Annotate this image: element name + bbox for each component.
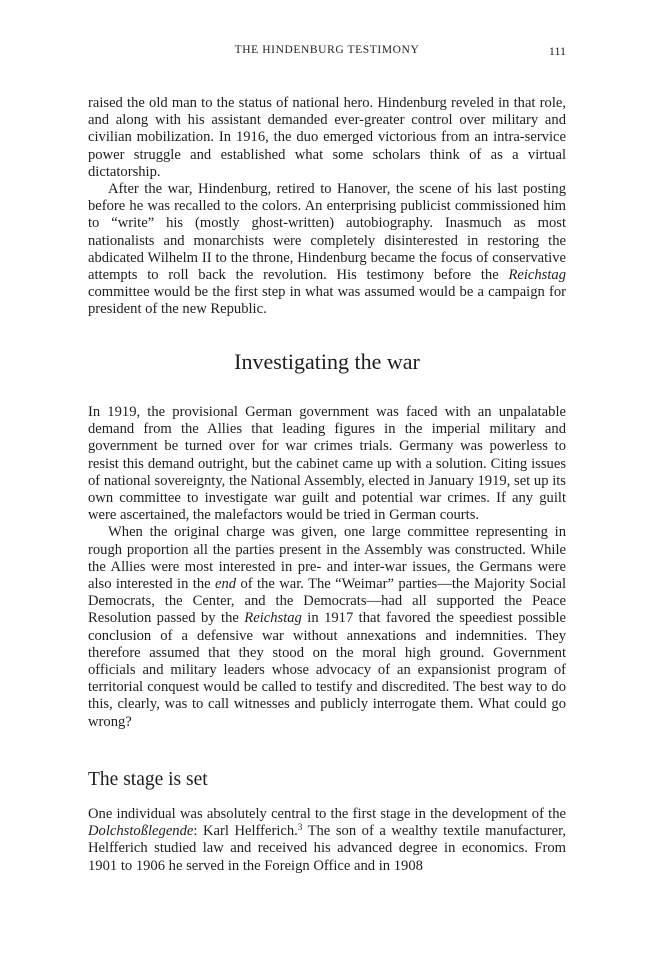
paragraph [88, 181, 566, 319]
page-number: 111 [548, 44, 566, 58]
paragraph [88, 524, 566, 730]
footnote-marker[interactable]: 3 [297, 822, 303, 833]
italic-term: end [215, 576, 237, 593]
text-run: After the war, Hindenburg, retired to Hanover, the scene of his last posting before he was recalled to the colors. An enterprising publicist commissioned him to “write” his (mostly ghost-written) autobiography. Inasmuch as most nationalists and monarchists were completely disinterested in restoring the abdicated Wilhelm II to the throne, Hindenburg became the focus of conservative attempts to roll back the revolution. His testimony before the [88, 181, 566, 284]
italic-term: Reichstag [508, 267, 566, 284]
section-continuation [88, 95, 566, 319]
text-run: : Karl Helfferich. [193, 823, 298, 840]
italic-term: Dolchstoßlegende [88, 823, 194, 840]
paragraph: In 1919, the provisional German government was faced with an unpalatable demand from the Allies that leading figures in the imperial military and government be turned over for war crimes trials. Germany was powerless to resist this demand outright, but the cabinet came up with a solution. Citing issues of national sovereignty, the National Assembly, elected in January 1919, set up its own committee to investigate war guilt and potential war crimes. If any guilt were ascertained, the malefactors would be tried in German courts. [88, 404, 566, 524]
italic-term: Reichstag [244, 610, 302, 627]
running-title: THE HINDENBURG TESTIMONY [234, 44, 420, 56]
text-run: of the war. The “Weimar” parties—the Majority Social Democrats, the Center, and the Democrats—had all supported the Peace Resolution passed by the [88, 576, 566, 627]
running-head [88, 44, 566, 60]
section-the-stage-is-set [88, 806, 566, 875]
text-run: The son of a wealthy textile manufacturer, Helfferich studied law and received his advanced degree in economics. From 1901 to 1906 he served in the Foreign Office and in 1908 [88, 823, 567, 874]
text-run: in 1917 that favored the speediest possible conclusion of a defensive war without annexations and indemnities. They therefore assumed that they stood on the moral high ground. Government officials and military leaders whose advocacy of an expansionist program of territorial conquest would be called to testify and discredited. The best way to do this, clearly, was to call witnesses and publicly interrogate them. What could go wrong? [88, 610, 567, 730]
section-heading: Investigating the war [234, 349, 420, 374]
text-run: committee would be the first step in what was assumed would be a campaign for president of the new Republic. [88, 284, 566, 318]
paragraph [88, 806, 566, 875]
text-run: One individual was absolutely central to the first stage in the development of the [88, 806, 566, 822]
text-run: When the original charge was given, one large committee representing in rough proportion all the parties present in the Assembly was constructed. While the Allies were most interested in pre- and inter-war issues, the Germans were also interested in the [88, 524, 566, 593]
section-investigating-the-war [88, 404, 566, 731]
subsection-heading: The stage is set [88, 769, 208, 790]
paragraph: raised the old man to the status of national hero. Hindenburg reveled in that role, and along with his assistant demanded ever-greater control over military and civilian mobilization. In 1916, the duo emerged victorious from an intra-service power struggle and established what some scholars think of as a virtual dictatorship. [88, 95, 566, 180]
